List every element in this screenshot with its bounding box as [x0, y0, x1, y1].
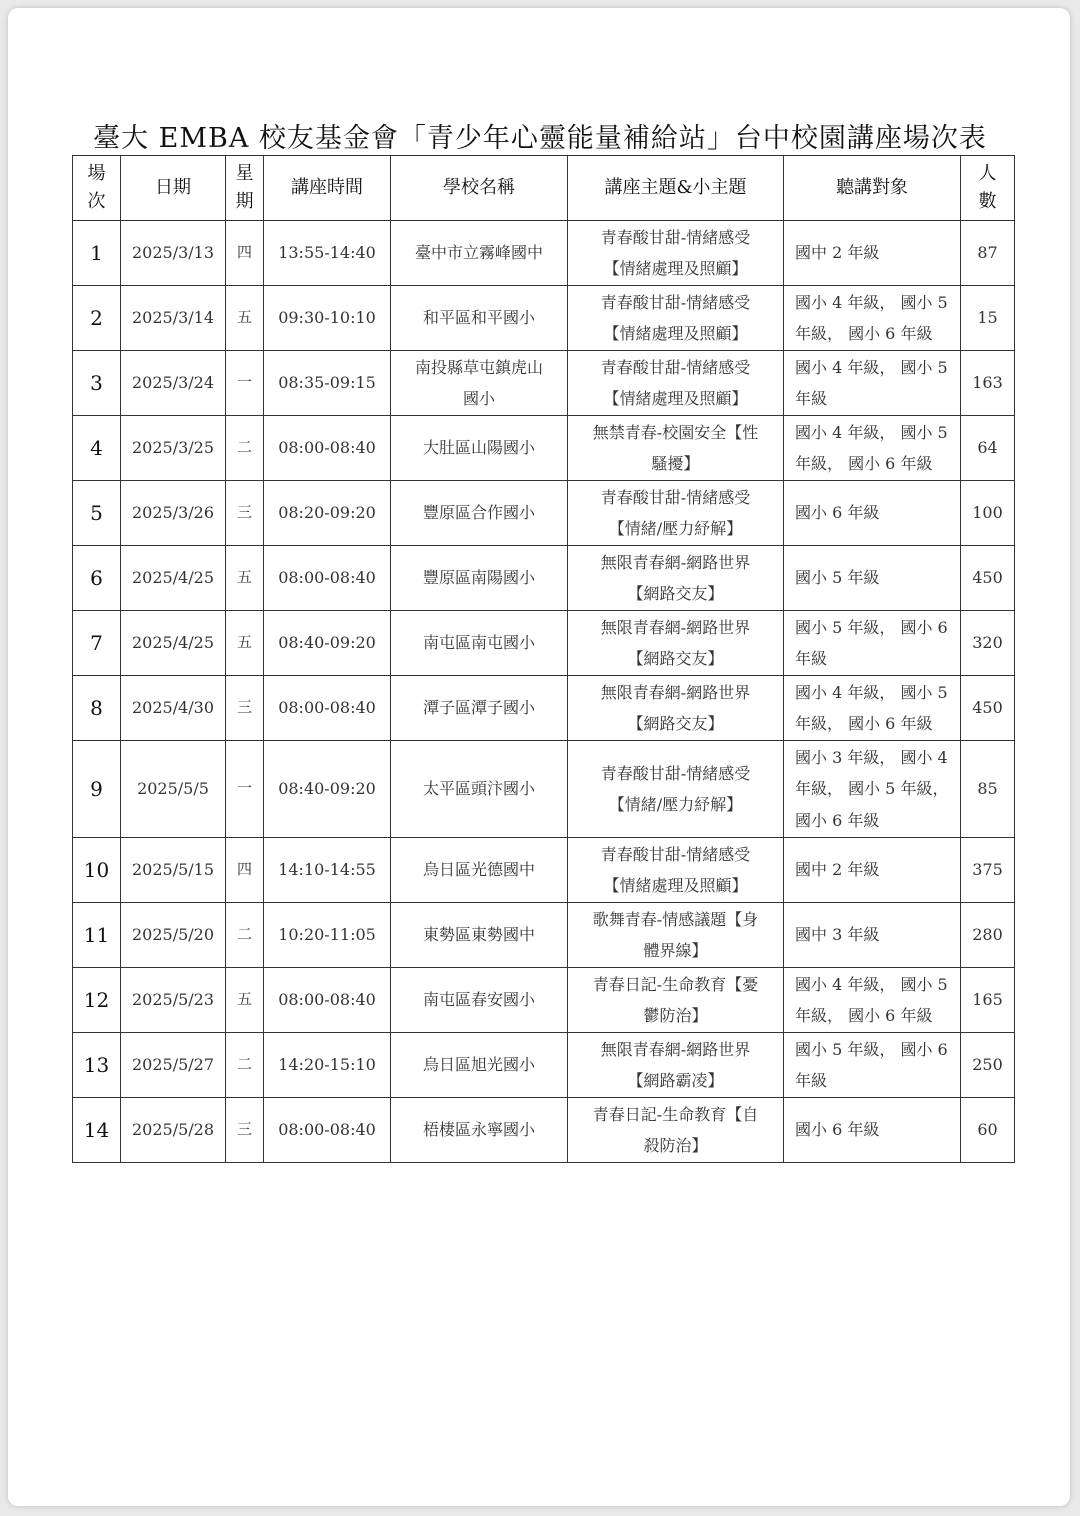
time-cell: 10:20-11:05	[264, 903, 391, 968]
table-row	[73, 838, 1015, 903]
audience-cell-line: 國中 3 年級	[795, 925, 880, 945]
weekday-cell: 三	[226, 481, 264, 546]
weekday-cell: 五	[226, 546, 264, 611]
date-cell: 2025/5/28	[121, 1098, 226, 1163]
time-cell: 09:30-10:10	[264, 286, 391, 351]
weekday-cell: 二	[226, 903, 264, 968]
school-cell-line: 和平區和平國小	[422, 308, 535, 328]
audience-cell	[784, 903, 961, 968]
session-no-cell: 4	[73, 416, 121, 481]
session-no-cell: 12	[73, 968, 121, 1033]
time-cell: 13:55-14:40	[264, 221, 391, 286]
topic-cell-line: 青春日記-生命教育【憂	[592, 974, 759, 994]
weekday-cell: 四	[226, 838, 264, 903]
date-cell: 2025/5/5	[121, 741, 226, 838]
audience-cell	[784, 1033, 961, 1098]
school-cell-line: 臺中市立霧峰國中	[414, 243, 543, 263]
page-title: 臺大 EMBA 校友基金會「青少年心靈能量補給站」台中校園講座場次表	[93, 123, 987, 154]
topic-cell-line: 【網路交友】	[627, 649, 724, 668]
topic-cell-line: 【情緒處理及照顧】	[603, 389, 748, 408]
topic-cell-line: 青春酸甘甜-情緒感受	[600, 844, 751, 864]
session-no-cell: 7	[73, 611, 121, 676]
school-cell-line: 大肚區山陽國小	[422, 438, 535, 458]
date-cell: 2025/4/25	[121, 546, 226, 611]
time-cell: 08:00-08:40	[264, 546, 391, 611]
school-cell-line: 豐原區南陽國小	[422, 568, 535, 588]
table-row	[73, 968, 1015, 1033]
date-cell: 2025/5/27	[121, 1033, 226, 1098]
session-no-cell: 1	[73, 221, 121, 286]
school-cell-line: 國小	[462, 389, 495, 408]
topic-cell-line: 無限青春網-網路世界	[600, 1039, 751, 1059]
audience-cell-line: 國小 4 年級， 國小 5	[795, 422, 948, 442]
topic-cell	[568, 611, 784, 676]
weekday-cell: 四	[226, 221, 264, 286]
school-cell	[391, 611, 568, 676]
count-cell: 85	[961, 741, 1015, 838]
topic-cell	[568, 1098, 784, 1163]
table-row	[73, 481, 1015, 546]
audience-cell-line: 國小 4 年級， 國小 5	[795, 682, 948, 702]
date-cell: 2025/3/13	[121, 221, 226, 286]
table-row	[73, 1033, 1015, 1098]
topic-cell	[568, 838, 784, 903]
topic-cell	[568, 221, 784, 286]
header-weekday-line1: 星	[235, 163, 254, 185]
audience-cell-line: 國小 5 年級， 國小 6	[795, 617, 948, 637]
date-cell: 2025/3/25	[121, 416, 226, 481]
audience-cell-line: 年級， 國小 6 年級	[795, 714, 933, 733]
audience-cell-line: 國中 2 年級	[795, 860, 880, 880]
count-cell: 280	[961, 903, 1015, 968]
audience-cell	[784, 416, 961, 481]
audience-cell	[784, 481, 961, 546]
count-cell: 64	[961, 416, 1015, 481]
audience-cell	[784, 676, 961, 741]
header-time: 講座時間	[264, 156, 391, 221]
topic-cell-line: 青春酸甘甜-情緒感受	[600, 763, 751, 783]
date-cell: 2025/5/15	[121, 838, 226, 903]
topic-cell-line: 鬱防治】	[643, 1006, 708, 1025]
topic-cell-line: 青春酸甘甜-情緒感受	[600, 487, 751, 507]
weekday-cell: 三	[226, 1098, 264, 1163]
topic-cell	[568, 286, 784, 351]
topic-cell-line: 騷擾】	[651, 454, 700, 473]
time-cell: 08:00-08:40	[264, 416, 391, 481]
table-row	[73, 903, 1015, 968]
school-cell	[391, 968, 568, 1033]
session-no-cell: 11	[73, 903, 121, 968]
topic-cell-line: 青春日記-生命教育【自	[592, 1104, 759, 1124]
audience-cell	[784, 221, 961, 286]
school-cell	[391, 1098, 568, 1163]
count-cell: 163	[961, 351, 1015, 416]
topic-cell-line: 【網路交友】	[627, 584, 724, 603]
school-cell-line: 南屯區春安國小	[422, 990, 535, 1010]
topic-cell-line: 無禁青春-校園安全【性	[592, 422, 759, 442]
count-cell: 15	[961, 286, 1015, 351]
school-cell-line: 豐原區合作國小	[422, 503, 535, 523]
date-cell: 2025/4/25	[121, 611, 226, 676]
topic-cell-line: 【情緒處理及照顧】	[603, 324, 748, 343]
session-no-cell: 6	[73, 546, 121, 611]
audience-cell-line: 年級， 國小 6 年級	[795, 1006, 933, 1025]
header-count	[961, 156, 1015, 221]
school-cell	[391, 1033, 568, 1098]
count-cell: 87	[961, 221, 1015, 286]
topic-cell-line: 青春酸甘甜-情緒感受	[600, 357, 751, 377]
table-row	[73, 611, 1015, 676]
audience-cell-line: 年級， 國小 5 年級，	[795, 779, 949, 799]
topic-cell	[568, 1033, 784, 1098]
table-row	[73, 741, 1015, 838]
school-cell-line: 南屯區南屯國小	[422, 633, 535, 653]
table-body	[73, 221, 1015, 1163]
table-row	[73, 416, 1015, 481]
topic-cell	[568, 903, 784, 968]
table-row	[73, 221, 1015, 286]
audience-cell-line: 國小 4 年級， 國小 5	[795, 292, 948, 312]
topic-cell	[568, 741, 784, 838]
session-no-cell: 14	[73, 1098, 121, 1163]
topic-cell-line: 青春酸甘甜-情緒感受	[600, 227, 751, 247]
school-cell	[391, 286, 568, 351]
topic-cell-line: 無限青春網-網路世界	[600, 617, 751, 637]
session-no-cell: 3	[73, 351, 121, 416]
session-no-cell: 2	[73, 286, 121, 351]
school-cell	[391, 838, 568, 903]
topic-cell	[568, 351, 784, 416]
header-count-line1: 人	[978, 163, 997, 185]
school-cell-line: 烏日區光德國中	[422, 860, 535, 880]
school-cell	[391, 546, 568, 611]
table-row	[73, 286, 1015, 351]
school-cell-line: 南投縣草屯鎮虎山	[414, 357, 543, 377]
audience-cell	[784, 611, 961, 676]
count-cell: 100	[961, 481, 1015, 546]
date-cell: 2025/3/26	[121, 481, 226, 546]
header-session-no-line1: 場	[87, 163, 106, 185]
count-cell: 165	[961, 968, 1015, 1033]
topic-cell	[568, 968, 784, 1033]
school-cell-line: 太平區頭汴國小	[422, 779, 535, 799]
header-school: 學校名稱	[391, 156, 568, 221]
topic-cell-line: 【情緒/壓力紓解】	[608, 519, 743, 538]
school-cell-line: 東勢區東勢國中	[422, 925, 535, 945]
audience-cell	[784, 351, 961, 416]
audience-cell-line: 國小 6 年級	[795, 1120, 880, 1140]
audience-cell-line: 年級	[795, 389, 828, 408]
time-cell: 14:20-15:10	[264, 1033, 391, 1098]
date-cell: 2025/3/14	[121, 286, 226, 351]
date-cell: 2025/5/20	[121, 903, 226, 968]
topic-cell-line: 【網路交友】	[627, 714, 724, 733]
weekday-cell: 五	[226, 286, 264, 351]
weekday-cell: 三	[226, 676, 264, 741]
time-cell: 08:40-09:20	[264, 611, 391, 676]
topic-cell	[568, 546, 784, 611]
table-row	[73, 1098, 1015, 1163]
school-cell	[391, 221, 568, 286]
date-cell: 2025/3/24	[121, 351, 226, 416]
school-cell-line: 梧棲區永寧國小	[422, 1120, 535, 1140]
session-no-cell: 8	[73, 676, 121, 741]
topic-cell-line: 【網路霸凌】	[627, 1071, 724, 1090]
session-no-cell: 10	[73, 838, 121, 903]
school-cell	[391, 903, 568, 968]
header-row	[73, 156, 1015, 221]
audience-cell-line: 年級， 國小 6 年級	[795, 324, 933, 343]
weekday-cell: 二	[226, 1033, 264, 1098]
session-no-cell: 13	[73, 1033, 121, 1098]
header-count-line2: 數	[978, 191, 997, 212]
count-cell: 250	[961, 1033, 1015, 1098]
school-cell-line: 潭子區潭子國小	[422, 698, 535, 718]
audience-cell-line: 國小 4 年級， 國小 5	[795, 357, 948, 377]
table-row	[73, 546, 1015, 611]
session-no-cell: 5	[73, 481, 121, 546]
count-cell: 450	[961, 546, 1015, 611]
topic-cell-line: 歌舞青春-情感議題【身	[592, 909, 759, 929]
time-cell: 08:00-08:40	[264, 1098, 391, 1163]
table-row	[73, 351, 1015, 416]
count-cell: 375	[961, 838, 1015, 903]
audience-cell-line: 年級， 國小 6 年級	[795, 454, 933, 473]
topic-cell-line: 【情緒/壓力紓解】	[608, 795, 743, 814]
count-cell: 320	[961, 611, 1015, 676]
school-cell	[391, 676, 568, 741]
audience-cell	[784, 1098, 961, 1163]
audience-cell-line: 國小 5 年級	[795, 568, 880, 588]
topic-cell-line: 青春酸甘甜-情緒感受	[600, 292, 751, 312]
audience-cell	[784, 546, 961, 611]
header-weekday-line2: 期	[235, 191, 254, 212]
topic-cell-line: 【情緒處理及照顧】	[603, 876, 748, 895]
audience-cell-line: 國小 3 年級， 國小 4	[795, 748, 948, 768]
topic-cell	[568, 416, 784, 481]
header-audience: 聽講對象	[784, 156, 961, 221]
audience-cell	[784, 838, 961, 903]
header-session-no	[73, 156, 121, 221]
weekday-cell: 五	[226, 968, 264, 1033]
topic-cell-line: 無限青春網-網路世界	[600, 552, 751, 572]
header-weekday	[226, 156, 264, 221]
lecture-schedule-table	[72, 155, 1015, 1163]
weekday-cell: 一	[226, 741, 264, 838]
time-cell: 14:10-14:55	[264, 838, 391, 903]
school-cell-line: 烏日區旭光國小	[422, 1055, 535, 1075]
school-cell	[391, 741, 568, 838]
time-cell: 08:00-08:40	[264, 676, 391, 741]
audience-cell-line: 國小 5 年級， 國小 6	[795, 1039, 948, 1059]
date-cell: 2025/4/30	[121, 676, 226, 741]
audience-cell	[784, 741, 961, 838]
audience-cell-line: 國小 6 年級	[795, 503, 880, 523]
school-cell	[391, 416, 568, 481]
session-no-cell: 9	[73, 741, 121, 838]
topic-cell	[568, 481, 784, 546]
topic-cell-line: 【情緒處理及照顧】	[603, 259, 748, 278]
header-date: 日期	[121, 156, 226, 221]
time-cell: 08:40-09:20	[264, 741, 391, 838]
school-cell	[391, 481, 568, 546]
audience-cell-line: 國小 6 年級	[795, 810, 880, 830]
date-cell: 2025/5/23	[121, 968, 226, 1033]
header-session-no-line2: 次	[87, 191, 106, 212]
audience-cell	[784, 968, 961, 1033]
table-row	[73, 676, 1015, 741]
time-cell: 08:20-09:20	[264, 481, 391, 546]
audience-cell-line: 年級	[795, 649, 828, 668]
audience-cell-line: 年級	[795, 1071, 828, 1090]
count-cell: 450	[961, 676, 1015, 741]
weekday-cell: 五	[226, 611, 264, 676]
count-cell: 60	[961, 1098, 1015, 1163]
audience-cell	[784, 286, 961, 351]
topic-cell-line: 無限青春網-網路世界	[600, 682, 751, 702]
header-topic: 講座主題&小主題	[568, 156, 784, 221]
audience-cell-line: 國小 4 年級， 國小 5	[795, 974, 948, 994]
topic-cell-line: 殺防治】	[643, 1136, 708, 1155]
weekday-cell: 一	[226, 351, 264, 416]
audience-cell-line: 國中 2 年級	[795, 243, 880, 263]
school-cell	[391, 351, 568, 416]
topic-cell	[568, 676, 784, 741]
topic-cell-line: 體界線】	[643, 941, 708, 960]
time-cell: 08:35-09:15	[264, 351, 391, 416]
weekday-cell: 二	[226, 416, 264, 481]
time-cell: 08:00-08:40	[264, 968, 391, 1033]
